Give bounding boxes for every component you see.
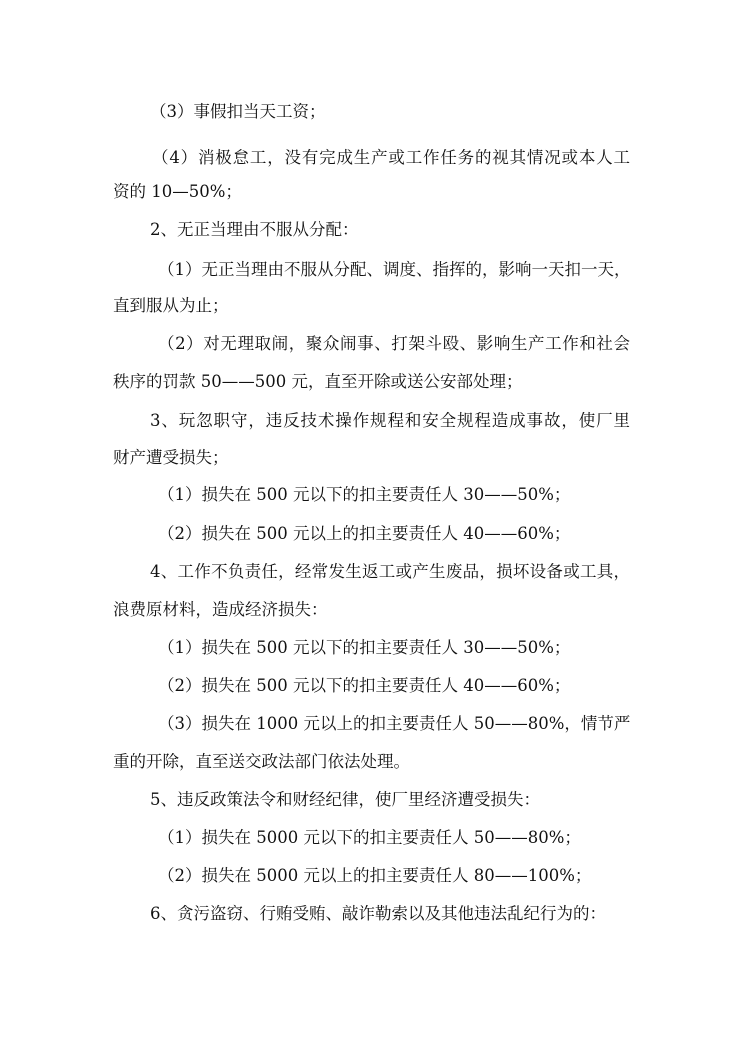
text-line: （1）损失在 500 元以下的扣主要责任人 30——50%； <box>158 485 571 504</box>
text-line: （2）损失在 5000 元以上的扣主要责任人 80——100%； <box>158 866 592 885</box>
text-line: （3）事假扣当天工资； <box>150 102 326 121</box>
text-line: 财产遭受损失； <box>113 448 229 467</box>
text-line: （2）对无理取闹，聚众闹事、打架斗殴、影响生产工作和社会 <box>158 334 630 353</box>
text-line: （4）消极怠工，没有完成生产或工作任务的视其情况或本人工 <box>152 148 630 167</box>
text-line: 资的 10—50%； <box>113 182 242 201</box>
text-line: 重的开除，直至送交政法部门依法处理。 <box>113 752 410 771</box>
text-line: （1）损失在 5000 元以下的扣主要责任人 50——80%； <box>158 828 581 847</box>
section-heading: 5、违反政策法令和财经纪律，使厂里经济遭受损失： <box>150 790 540 809</box>
section-heading: 4、工作不负责任，经常发生返工或产生废品，损坏设备或工具， <box>150 562 630 581</box>
text-line: （2）损失在 500 元以上的扣主要责任人 40——60%； <box>158 524 571 543</box>
section-heading: 2、无正当理由不服从分配： <box>150 220 359 239</box>
text-line: 秩序的罚款 50——500 元，直至开除或送公安部处理； <box>113 372 523 391</box>
text-line: 直到服从为止； <box>113 296 229 315</box>
text-line: （1）无正当理由不服从分配、调度、指挥的，影响一天扣一天， <box>158 260 631 279</box>
section-heading: 6、贪污盗窃、行贿受贿、敲诈勒索以及其他违法乱纪行为的： <box>150 904 606 923</box>
text-line: （2）损失在 500 元以下的扣主要责任人 40——60%； <box>158 676 571 695</box>
section-heading: 3、玩忽职守，违反技术操作规程和安全规程造成事故，使厂里 <box>150 411 630 430</box>
text-line: （3）损失在 1000 元以上的扣主要责任人 50——80%，情节严 <box>158 714 631 733</box>
text-line: 浪费原材料，造成经济损失： <box>113 600 328 619</box>
text-line: （1）损失在 500 元以下的扣主要责任人 30——50%； <box>158 638 571 657</box>
